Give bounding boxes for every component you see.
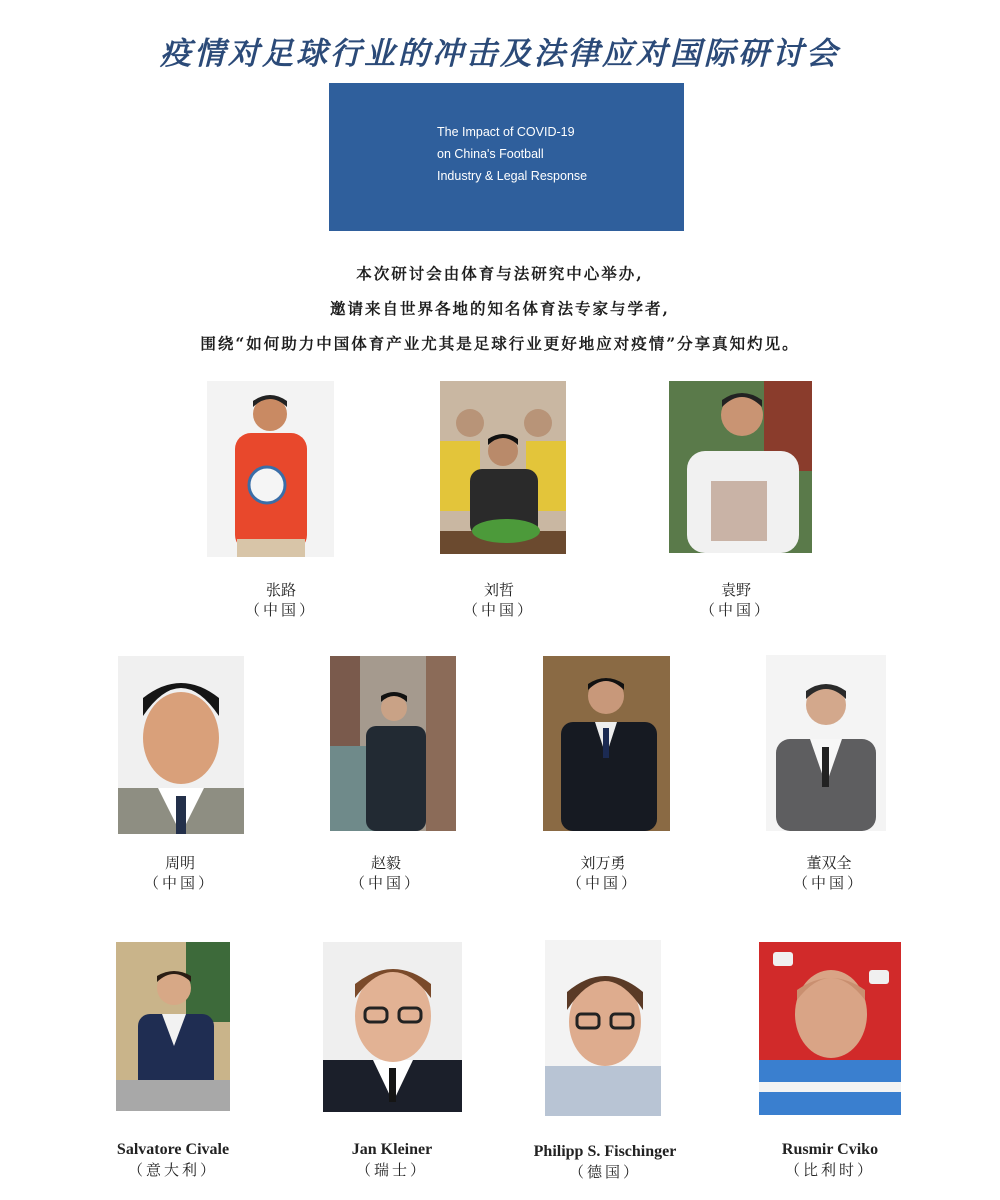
intro-line-3: 围绕“如何助力中国体育产业尤其是足球行业更好地应对疫情”分享真知灼见。 xyxy=(200,334,800,353)
page-title: 疫情对足球行业的冲击及法律应对国际研讨会 xyxy=(160,36,840,72)
speaker-card xyxy=(80,853,280,893)
speaker-card xyxy=(729,853,929,893)
speaker-country: （中国） xyxy=(143,874,216,892)
speaker-card xyxy=(73,1140,273,1180)
speaker-country: （中国） xyxy=(566,874,639,892)
speaker-country: （德国） xyxy=(568,1163,641,1181)
speaker-photo xyxy=(545,940,661,1116)
speaker-photo xyxy=(116,942,230,1111)
speaker-photo xyxy=(440,381,566,554)
speaker-country: （瑞士） xyxy=(355,1161,428,1179)
speaker-photo xyxy=(323,942,462,1112)
speaker-name: 张路 xyxy=(265,581,296,599)
speaker-photo xyxy=(543,656,670,831)
speaker-photo xyxy=(759,942,901,1115)
speaker-photo xyxy=(669,381,812,553)
intro-line-1: 本次研讨会由体育与法研究中心举办, xyxy=(356,264,644,283)
speaker-card xyxy=(181,580,381,620)
event-banner xyxy=(329,83,684,231)
speaker-name: 周明 xyxy=(164,854,195,872)
speaker-country: （中国） xyxy=(792,874,865,892)
speaker-card xyxy=(292,1140,492,1180)
speaker-name: Jan Kleiner xyxy=(351,1141,433,1158)
speaker-photo xyxy=(766,655,886,831)
speaker-country: （比利时） xyxy=(784,1161,875,1179)
speaker-card xyxy=(503,853,703,893)
speaker-country: （中国） xyxy=(349,874,422,892)
speaker-country: （中国） xyxy=(462,601,535,619)
speaker-card xyxy=(505,1142,705,1182)
speaker-country: （中国） xyxy=(244,601,317,619)
speaker-photo xyxy=(207,381,334,557)
speaker-name: 刘万勇 xyxy=(580,854,626,872)
speaker-name: Philipp S. Fischinger xyxy=(533,1143,677,1160)
speaker-country: （意大利） xyxy=(127,1161,218,1179)
speaker-photo xyxy=(118,656,244,834)
speaker-photo xyxy=(330,656,456,831)
speaker-card xyxy=(399,580,599,620)
speaker-name: Rusmir Cviko xyxy=(781,1141,879,1158)
speaker-name: 袁野 xyxy=(720,581,751,599)
speaker-name: 刘哲 xyxy=(483,581,514,599)
banner-title: The Impact of COVID-19 on China's Football Industry & Legal Response xyxy=(437,125,588,183)
intro-line-2: 邀请来自世界各地的知名体育法专家与学者, xyxy=(330,299,670,318)
speaker-card xyxy=(636,580,836,620)
speaker-card xyxy=(730,1140,930,1180)
speaker-name: Salvatore Civale xyxy=(116,1141,230,1158)
speaker-name: 董双全 xyxy=(806,854,852,872)
speaker-country: （中国） xyxy=(699,601,772,619)
speaker-card xyxy=(286,853,486,893)
speaker-name: 赵毅 xyxy=(370,854,401,872)
